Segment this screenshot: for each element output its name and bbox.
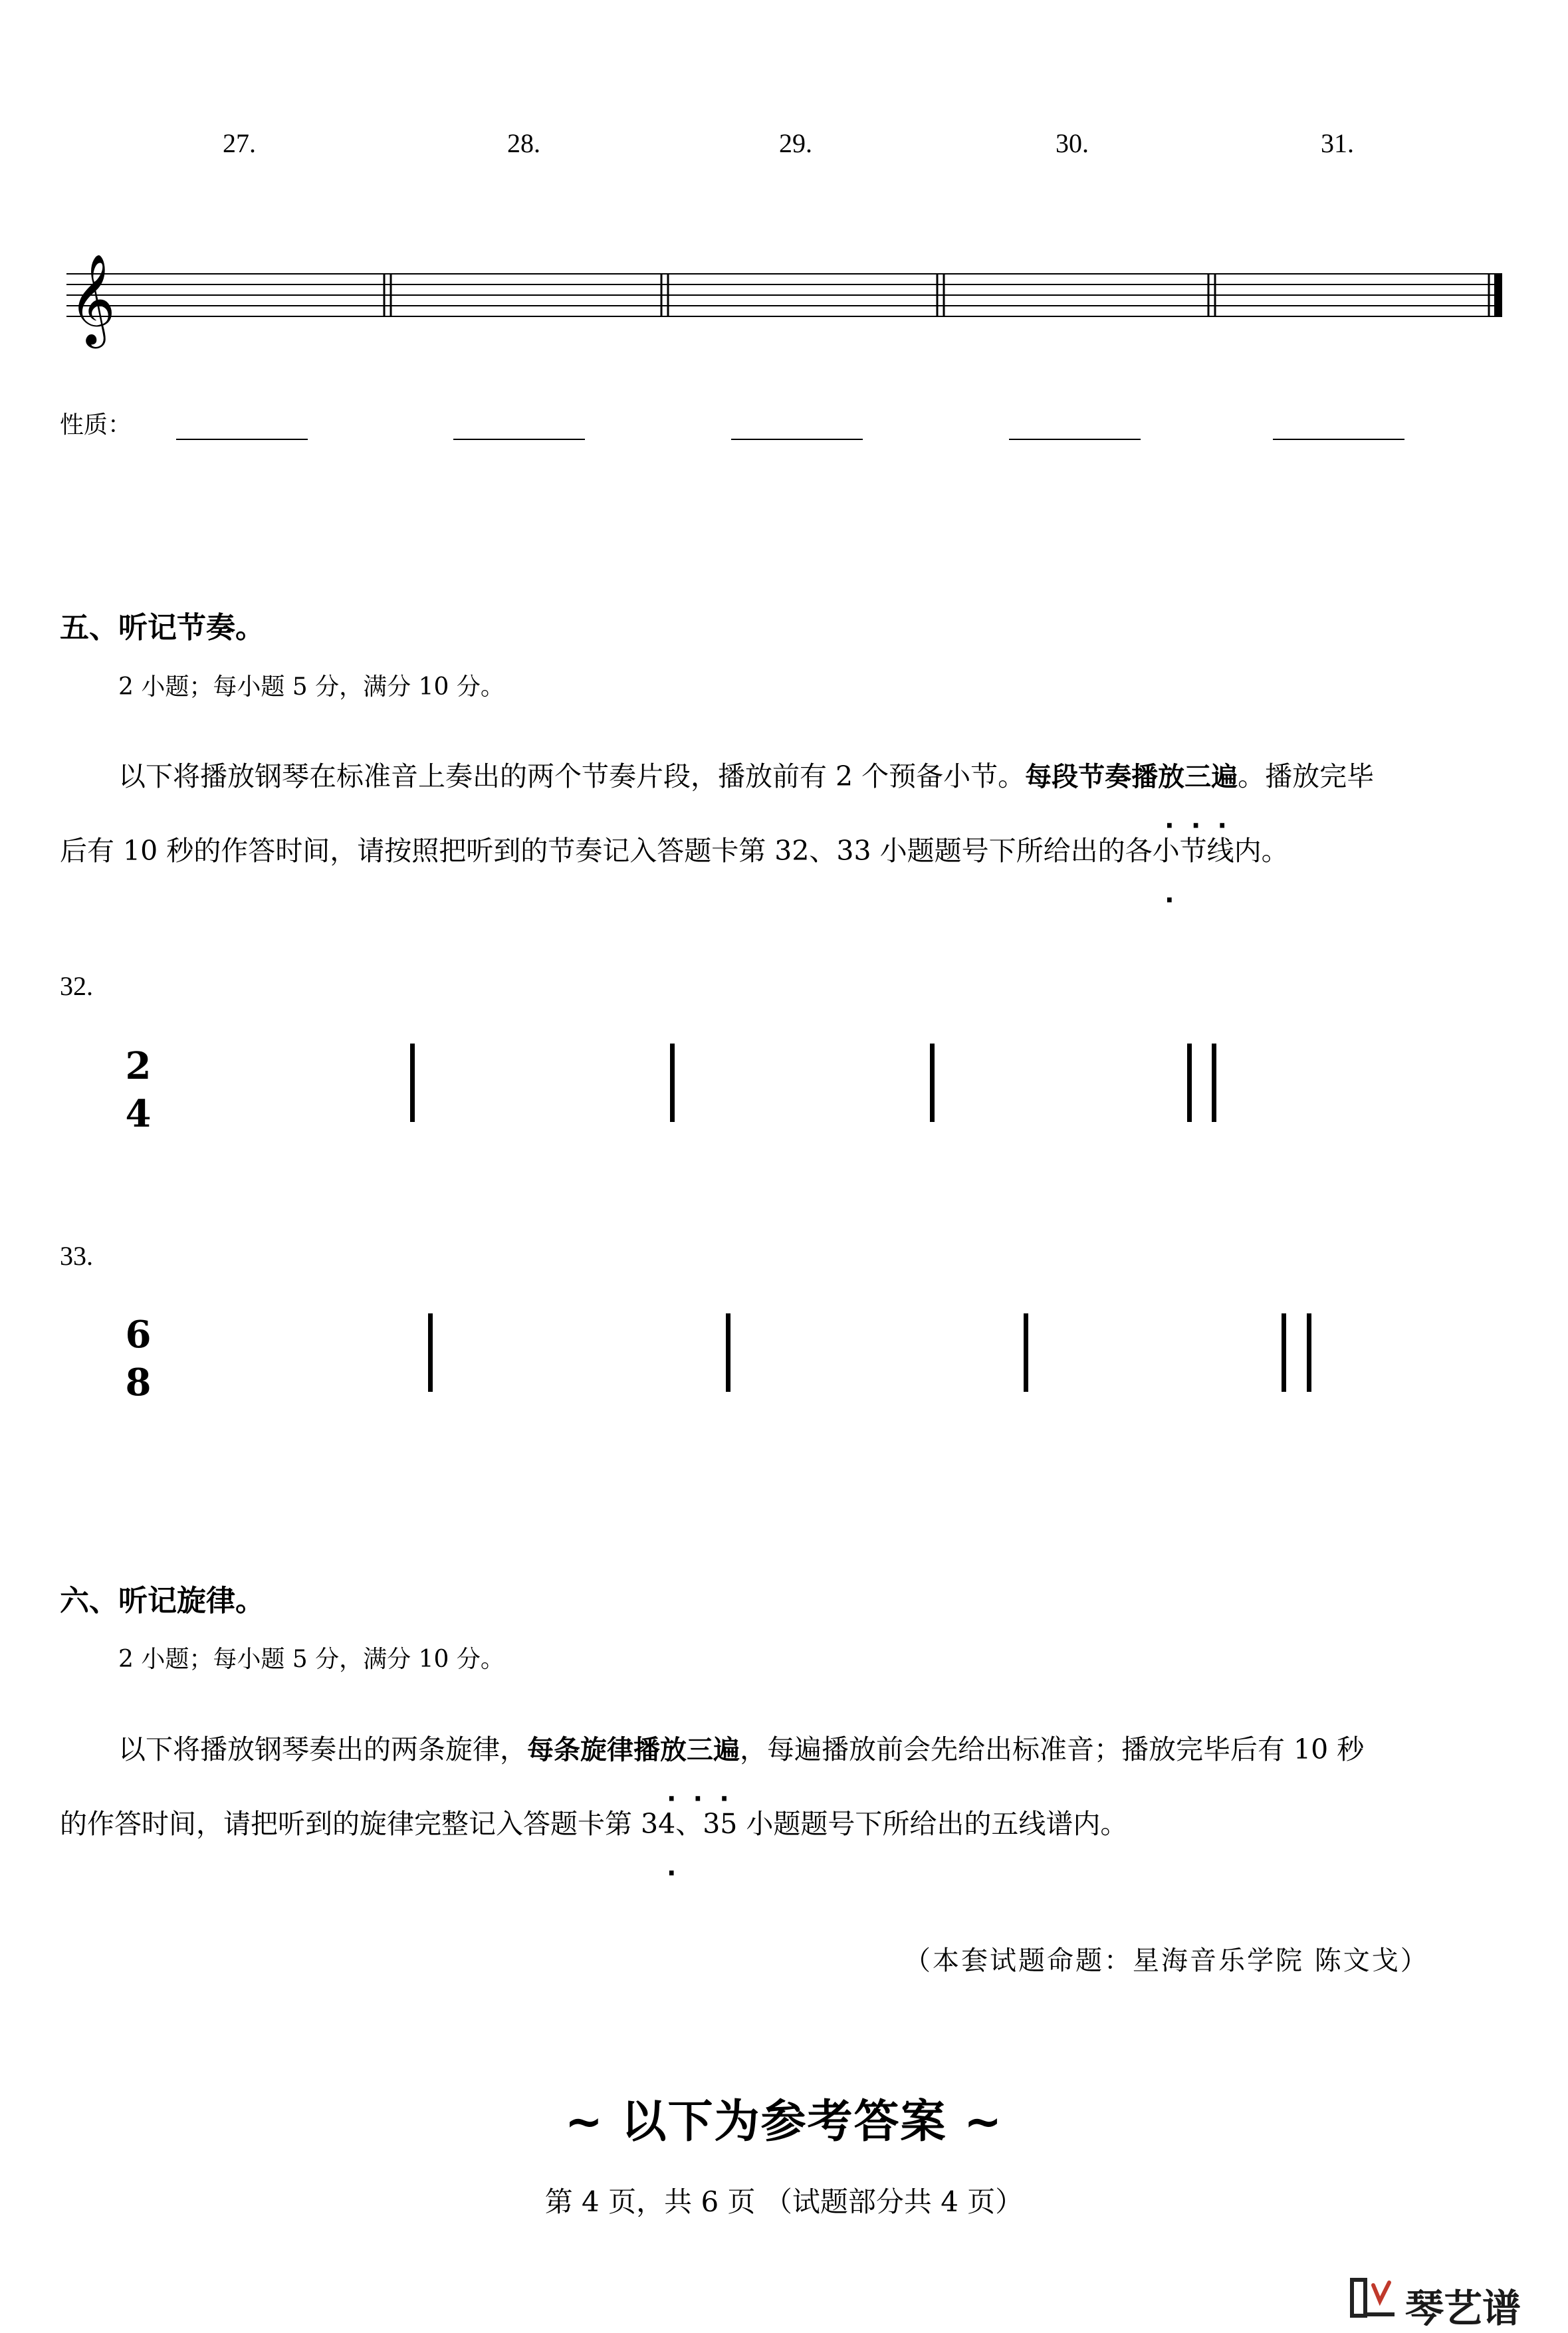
barline xyxy=(410,1044,415,1122)
question-number-29: 29. xyxy=(779,128,812,158)
answer-blank-28[interactable] xyxy=(453,439,585,440)
rhythm-scoring: 2 小题；每小题 5 分，满分 10 分。 xyxy=(118,673,504,701)
melody-instructions-line1 xyxy=(118,1712,1568,1787)
question-number-27: 27. xyxy=(223,128,256,158)
double-barline-right xyxy=(1307,1313,1311,1392)
barline xyxy=(428,1313,433,1392)
melody-instructions-line2: 的作答时间，请把听到的旋律完整记入答题卡第 34、35 小题题号下所给出的五线谱内。 xyxy=(60,1808,1128,1840)
treble-clef-icon: 𝄞 xyxy=(69,253,116,344)
rhythm-instructions-line2: 后有 10 秒的作答时间，请按照把听到的节奏记入答题卡第 32、33 小题题号下所给出的各小节线内。 xyxy=(60,835,1289,867)
time-signature-top-32: 2 xyxy=(125,1044,152,1088)
melody-instructions-text: 以下将播放钢琴奏出的两条旋律， xyxy=(118,1733,527,1765)
answer-section-title: ~ 以下为参考答案 ~ xyxy=(564,2096,1004,2148)
question-number-31: 31. xyxy=(1321,128,1354,158)
rhythm-instructions-text: 以下将播放钢琴在标准音上奏出的两个节奏片段，播放前有 2 个预备小节。 xyxy=(118,760,1026,792)
double-barline-left xyxy=(1282,1313,1286,1392)
question-number-28: 28. xyxy=(507,128,540,158)
double-barline-right xyxy=(1212,1044,1216,1122)
author-credit: （本套试题命题：星海音乐学院 陈文戈） xyxy=(904,1945,1429,1976)
question-number-32: 32. xyxy=(60,971,93,1001)
rhythm-section-heading: 五、听记节奏。 xyxy=(60,611,265,645)
time-signature-bottom-33: 8 xyxy=(125,1361,152,1404)
melody-instructions-tail: ，每遍播放前会先给出标准音；播放完毕后有 10 秒 xyxy=(740,1733,1365,1765)
time-signature-top-33: 6 xyxy=(125,1313,152,1357)
barline xyxy=(930,1044,935,1122)
question-number-33: 33. xyxy=(60,1241,93,1271)
answer-blank-30[interactable] xyxy=(1009,439,1141,440)
interval-staff xyxy=(60,239,1522,359)
answer-blank-29[interactable] xyxy=(731,439,863,440)
barline xyxy=(670,1044,675,1122)
logo-text: 琴艺谱 xyxy=(1405,2286,1521,2331)
rhythm-instructions-line1 xyxy=(118,739,1568,814)
logo-mark-icon xyxy=(1348,2275,1401,2324)
barline xyxy=(1024,1313,1028,1392)
question-number-30: 30. xyxy=(1056,128,1089,158)
melody-emphasis: 每条旋律播放三遍 · · · · xyxy=(527,1735,740,1765)
double-barline-left xyxy=(1187,1044,1192,1122)
rhythm-emphasis: 每段节奏播放三遍 · · · · xyxy=(1025,762,1238,792)
rhythm-instructions-tail: 。播放完毕 xyxy=(1238,760,1375,792)
melody-scoring: 2 小题；每小题 5 分，满分 10 分。 xyxy=(118,1646,504,1673)
nature-label: 性质： xyxy=(60,411,132,439)
page-number-info: 第 4 页，共 6 页 （试题部分共 4 页） xyxy=(544,2185,1024,2218)
time-signature-bottom-32: 4 xyxy=(125,1092,152,1136)
answer-blank-27[interactable] xyxy=(176,439,308,440)
barline xyxy=(726,1313,730,1392)
melody-section-heading: 六、听记旋律。 xyxy=(60,1584,265,1618)
site-logo xyxy=(1348,2273,1561,2331)
answer-blank-31[interactable] xyxy=(1273,439,1404,440)
